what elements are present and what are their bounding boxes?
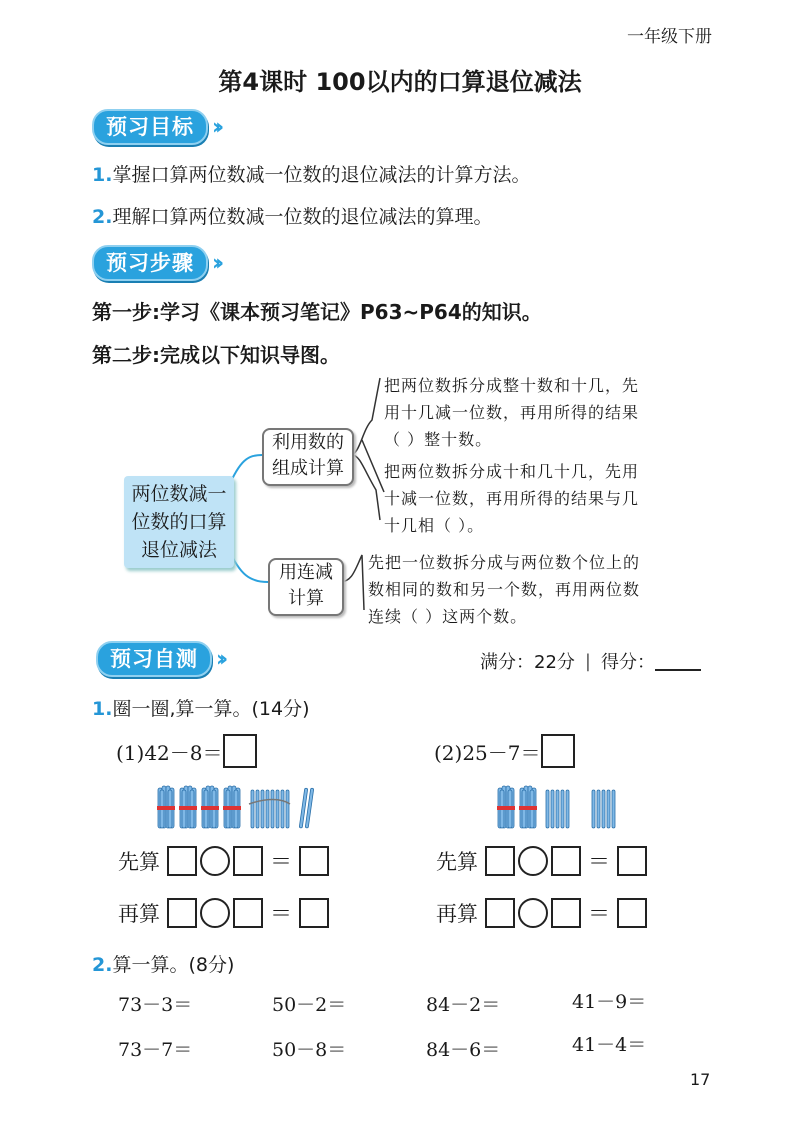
goal-num: 1. xyxy=(92,164,113,186)
test-badge-label: 预习自测 xyxy=(96,641,212,677)
q1-title xyxy=(92,694,310,721)
score-divider: | xyxy=(584,650,591,672)
note-line: 十几相（ ）。 xyxy=(384,516,485,535)
answer-box[interactable] xyxy=(551,846,581,876)
goal-text: 掌握口算两位数减一位数的退位减法的计算方法。 xyxy=(112,164,531,186)
calc-item: 84－2＝ xyxy=(426,994,501,1016)
score-got-label: 得分： xyxy=(600,652,655,673)
calc-item: 73－3＝ xyxy=(118,994,193,1016)
full-score: 满分：22分 xyxy=(480,652,575,673)
q1b-expr-text: (2)25－7＝ xyxy=(434,740,541,765)
operator-circle[interactable] xyxy=(200,898,230,928)
page-title: 第4课时 100以内的口算退位减法 xyxy=(218,68,582,96)
note-line: （ ）整十数。 xyxy=(384,430,493,449)
mindmap-root xyxy=(124,476,234,568)
equals-sign: ＝ xyxy=(270,850,293,875)
calc-item: 84－6＝ xyxy=(426,1039,501,1061)
operator-circle[interactable] xyxy=(518,846,548,876)
score-line xyxy=(480,648,701,674)
mindmap-note-3 xyxy=(368,549,640,630)
mindmap-note-1 xyxy=(384,372,639,453)
equals-sign: ＝ xyxy=(588,850,611,875)
answer-box[interactable] xyxy=(223,734,257,768)
sticks-25-picture xyxy=(496,784,626,834)
answer-box[interactable] xyxy=(299,846,329,876)
calc-item: 50－8＝ xyxy=(272,1039,347,1061)
goals-badge-label: 预习目标 xyxy=(92,109,208,145)
sticks-42-picture xyxy=(156,784,316,834)
q2-num: 2. xyxy=(92,954,113,976)
page-number: 17 xyxy=(690,1070,711,1089)
answer-box[interactable] xyxy=(299,898,329,928)
mindmap-branch-composition xyxy=(262,428,354,486)
operator-circle[interactable] xyxy=(200,846,230,876)
q1a-expression xyxy=(116,734,257,768)
note-line: 连续（ ）这两个数。 xyxy=(368,607,528,626)
then-label: 再算 xyxy=(436,901,478,926)
operator-circle[interactable] xyxy=(518,898,548,928)
root-line: 位数的口算 xyxy=(131,511,227,533)
calc-item: 41－9＝ xyxy=(572,991,647,1013)
answer-box[interactable] xyxy=(541,734,575,768)
equals-sign: ＝ xyxy=(588,902,611,927)
goal-text: 理解口算两位数减一位数的退位减法的算理。 xyxy=(112,206,493,228)
grade-label: 一年级下册 xyxy=(627,27,712,47)
calc-item: 50－2＝ xyxy=(272,994,347,1016)
q2-text: 算一算。(8分) xyxy=(112,954,235,976)
branch-line: 用连减 xyxy=(279,562,333,583)
equals-sign: ＝ xyxy=(270,902,293,927)
step-1: 第一步:学习《课本预习笔记》P63~P64的知识。 xyxy=(92,300,542,324)
first-label: 先算 xyxy=(436,849,478,874)
answer-box[interactable] xyxy=(485,898,515,928)
test-badge xyxy=(96,642,222,676)
q1b-then-row xyxy=(436,897,647,928)
branch-line: 计算 xyxy=(288,588,324,609)
steps-badge-label: 预习步骤 xyxy=(92,245,208,281)
q1-num: 1. xyxy=(92,698,113,720)
first-label: 先算 xyxy=(118,849,160,874)
answer-box[interactable] xyxy=(617,898,647,928)
root-line: 两位数减一 xyxy=(131,483,227,505)
note-line: 把两位数拆分成整十数和十几，先 xyxy=(384,376,640,395)
goal-num: 2. xyxy=(92,206,113,228)
double-chevron-icon: ›› xyxy=(212,114,219,140)
answer-box[interactable] xyxy=(167,898,197,928)
note-line: 十减一位数，再用所得的结果与几 xyxy=(384,489,640,508)
q1-text: 圈一圈,算一算。(14分) xyxy=(112,698,310,720)
q1b-expression xyxy=(434,734,575,768)
branch-line: 组成计算 xyxy=(272,458,344,479)
double-chevron-icon: ›› xyxy=(216,646,223,672)
answer-box[interactable] xyxy=(233,898,263,928)
then-label: 再算 xyxy=(118,901,160,926)
score-blank[interactable] xyxy=(655,651,701,671)
calc-item: 73－7＝ xyxy=(118,1039,193,1061)
answer-box[interactable] xyxy=(617,846,647,876)
q1a-expr-text: (1)42－8＝ xyxy=(116,740,223,765)
answer-box[interactable] xyxy=(233,846,263,876)
note-line: 先把一位数拆分成与两位数个位上的 xyxy=(368,553,641,572)
note-line: 把两位数拆分成十和几十几，先用 xyxy=(384,462,640,481)
note-line: 数相同的数和另一个数，再用两位数 xyxy=(368,580,641,599)
step-2: 第二步:完成以下知识导图。 xyxy=(92,343,340,367)
calc-item: 41－4＝ xyxy=(572,1034,647,1056)
answer-box[interactable] xyxy=(485,846,515,876)
answer-box[interactable] xyxy=(551,898,581,928)
q1a-first-row xyxy=(118,845,329,876)
q2-title xyxy=(92,950,234,977)
root-line: 退位减法 xyxy=(140,539,217,561)
note-line: 用十几减一位数，再用所得的结果 xyxy=(384,403,640,422)
branch-line: 利用数的 xyxy=(272,432,344,453)
mindmap-note-2 xyxy=(384,458,639,539)
double-chevron-icon: ›› xyxy=(212,250,219,276)
q1a-then-row xyxy=(118,897,329,928)
mindmap-branch-subtraction xyxy=(268,558,344,616)
answer-box[interactable] xyxy=(167,846,197,876)
q1b-first-row xyxy=(436,845,647,876)
